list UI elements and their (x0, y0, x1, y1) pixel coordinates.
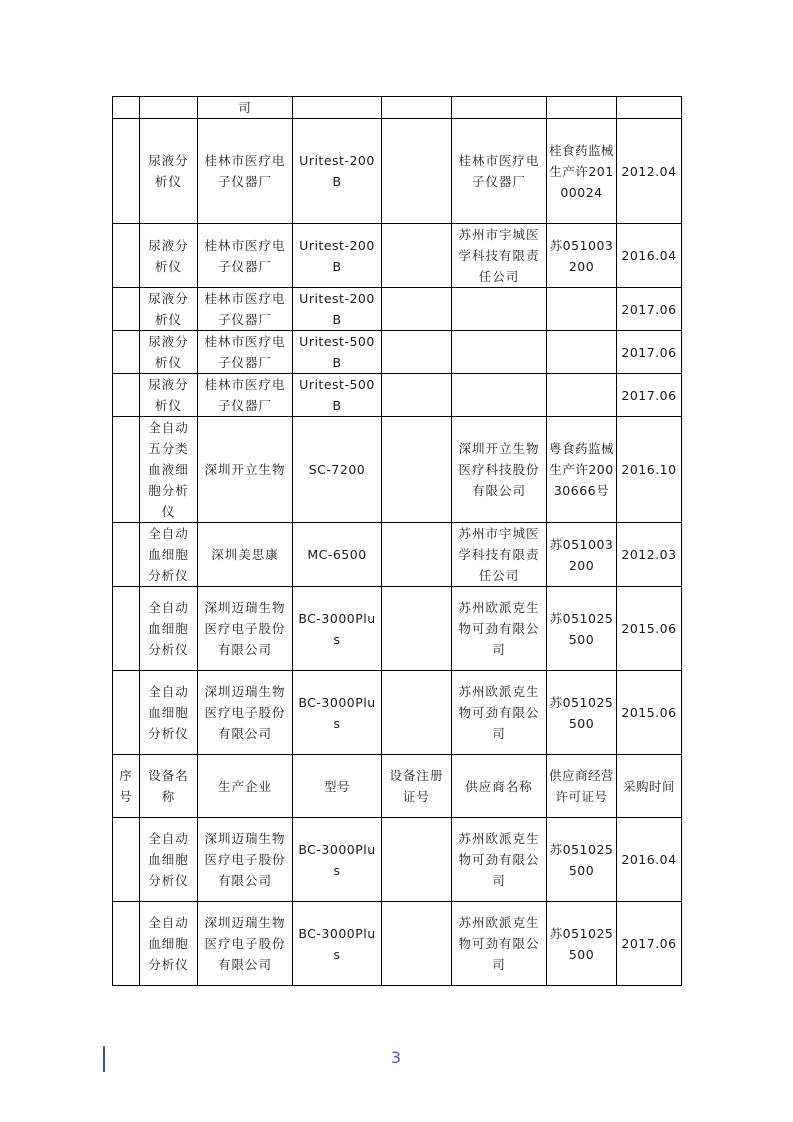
cell-license: 桂食药监械生产许20100024 (547, 119, 617, 224)
cell-supplier: 供应商名称 (452, 755, 547, 818)
cell-model: Uritest-200B (293, 119, 382, 224)
table-row (113, 417, 682, 523)
cell-device-name: 全自动血细胞分析仪 (140, 587, 198, 671)
cell-license (547, 331, 617, 374)
cell-index (113, 119, 140, 224)
cell-model: BC-3000Plus (293, 818, 382, 902)
cell-manufacturer: 深圳开立生物 (198, 417, 293, 523)
cell-purchase-time (617, 97, 682, 119)
cell-supplier: 苏州欧派克生物可劲有限公司 (452, 671, 547, 755)
cell-model: SC-7200 (293, 417, 382, 523)
cell-index (113, 818, 140, 902)
cell-index (113, 523, 140, 587)
cell-license: 苏051003200 (547, 523, 617, 587)
cell-registration (382, 119, 452, 224)
cell-device-name: 全自动血细胞分析仪 (140, 902, 198, 986)
cell-license: 粤食药监械生产许20030666号 (547, 417, 617, 523)
cell-registration (382, 902, 452, 986)
cell-manufacturer: 深圳迈瑞生物医疗电子股份有限公司 (198, 818, 293, 902)
cell-manufacturer: 桂林市医疗电子仪器厂 (198, 224, 293, 288)
table-row (113, 671, 682, 755)
cell-model: BC-3000Plus (293, 587, 382, 671)
cell-model (293, 97, 382, 119)
cell-license: 供应商经营许可证号 (547, 755, 617, 818)
cell-registration (382, 288, 452, 331)
cell-index (113, 902, 140, 986)
cell-index (113, 417, 140, 523)
cell-purchase-time: 2017.06 (617, 331, 682, 374)
cell-license: 苏051025500 (547, 902, 617, 986)
table-header-row (113, 755, 682, 818)
cell-purchase-time: 2017.06 (617, 374, 682, 417)
table-row (113, 902, 682, 986)
cell-registration (382, 417, 452, 523)
cell-supplier (452, 374, 547, 417)
cell-model: Uritest-200B (293, 288, 382, 331)
cell-manufacturer: 桂林市医疗电子仪器厂 (198, 288, 293, 331)
cell-license: 苏051025500 (547, 587, 617, 671)
cell-device-name: 尿液分析仪 (140, 288, 198, 331)
table-row (113, 818, 682, 902)
cell-index (113, 97, 140, 119)
cell-supplier (452, 331, 547, 374)
table-row (113, 587, 682, 671)
cell-registration (382, 818, 452, 902)
cell-supplier: 桂林市医疗电子仪器厂 (452, 119, 547, 224)
table-row (113, 374, 682, 417)
cell-supplier: 苏州市宇城医学科技有限责任公司 (452, 523, 547, 587)
cell-license: 苏051003200 (547, 224, 617, 288)
cell-registration (382, 523, 452, 587)
cell-registration (382, 671, 452, 755)
cell-device-name: 尿液分析仪 (140, 331, 198, 374)
table-row (113, 288, 682, 331)
cell-index (113, 288, 140, 331)
equipment-table (112, 96, 682, 986)
cell-manufacturer: 桂林市医疗电子仪器厂 (198, 119, 293, 224)
cell-index (113, 374, 140, 417)
cell-model: 型号 (293, 755, 382, 818)
table-row (113, 331, 682, 374)
cell-registration (382, 587, 452, 671)
cell-index (113, 224, 140, 288)
cell-manufacturer: 深圳美思康 (198, 523, 293, 587)
table-row (113, 97, 682, 119)
cell-device-name: 全自动血细胞分析仪 (140, 671, 198, 755)
cell-manufacturer: 桂林市医疗电子仪器厂 (198, 331, 293, 374)
cell-purchase-time: 2016.04 (617, 818, 682, 902)
cell-model: MC-6500 (293, 523, 382, 587)
cell-purchase-time: 2012.03 (617, 523, 682, 587)
cell-registration (382, 224, 452, 288)
cell-index (113, 587, 140, 671)
cell-purchase-time: 采购时间 (617, 755, 682, 818)
cell-device-name: 全自动血细胞分析仪 (140, 523, 198, 587)
cell-supplier: 苏州欧派克生物可劲有限公司 (452, 818, 547, 902)
cell-manufacturer: 深圳迈瑞生物医疗电子股份有限公司 (198, 671, 293, 755)
table-row (113, 523, 682, 587)
cell-manufacturer: 司 (198, 97, 293, 119)
cell-model: Uritest-500B (293, 374, 382, 417)
cell-license (547, 374, 617, 417)
cell-device-name: 尿液分析仪 (140, 224, 198, 288)
cell-purchase-time: 2016.04 (617, 224, 682, 288)
cell-device-name: 全自动五分类血液细胞分析仪 (140, 417, 198, 523)
page-number: 3 (390, 1048, 402, 1067)
cell-device-name (140, 97, 198, 119)
cell-license (547, 97, 617, 119)
cell-supplier (452, 288, 547, 331)
cell-purchase-time: 2017.06 (617, 288, 682, 331)
cell-device-name: 全自动血细胞分析仪 (140, 818, 198, 902)
cell-model: BC-3000Plus (293, 671, 382, 755)
cell-supplier: 苏州市宇城医学科技有限责任公司 (452, 224, 547, 288)
cell-device-name: 设备名称 (140, 755, 198, 818)
cell-purchase-time: 2016.10 (617, 417, 682, 523)
cell-purchase-time: 2017.06 (617, 902, 682, 986)
cell-device-name: 尿液分析仪 (140, 374, 198, 417)
cell-registration: 设备注册证号 (382, 755, 452, 818)
cell-registration (382, 97, 452, 119)
table-row (113, 224, 682, 288)
cell-license (547, 288, 617, 331)
cell-model: Uritest-500B (293, 331, 382, 374)
cell-index (113, 331, 140, 374)
cell-registration (382, 331, 452, 374)
cell-manufacturer: 深圳迈瑞生物医疗电子股份有限公司 (198, 587, 293, 671)
cell-license: 苏051025500 (547, 818, 617, 902)
cell-manufacturer: 深圳迈瑞生物医疗电子股份有限公司 (198, 902, 293, 986)
cell-supplier: 深圳开立生物医疗科技股份有限公司 (452, 417, 547, 523)
cell-model: Uritest-200B (293, 224, 382, 288)
cell-registration (382, 374, 452, 417)
cell-purchase-time: 2015.06 (617, 671, 682, 755)
cell-device-name: 尿液分析仪 (140, 119, 198, 224)
cell-manufacturer: 生产企业 (198, 755, 293, 818)
cell-supplier (452, 97, 547, 119)
cell-purchase-time: 2012.04 (617, 119, 682, 224)
cell-model: BC-3000Plus (293, 902, 382, 986)
cell-purchase-time: 2015.06 (617, 587, 682, 671)
cell-supplier: 苏州欧派克生物可劲有限公司 (452, 902, 547, 986)
cell-license: 苏051025500 (547, 671, 617, 755)
cell-index: 序号 (113, 755, 140, 818)
cell-index (113, 671, 140, 755)
cell-manufacturer: 桂林市医疗电子仪器厂 (198, 374, 293, 417)
cell-supplier: 苏州欧派克生物可劲有限公司 (452, 587, 547, 671)
table-row (113, 119, 682, 224)
footer-accent-bar (103, 1046, 105, 1072)
